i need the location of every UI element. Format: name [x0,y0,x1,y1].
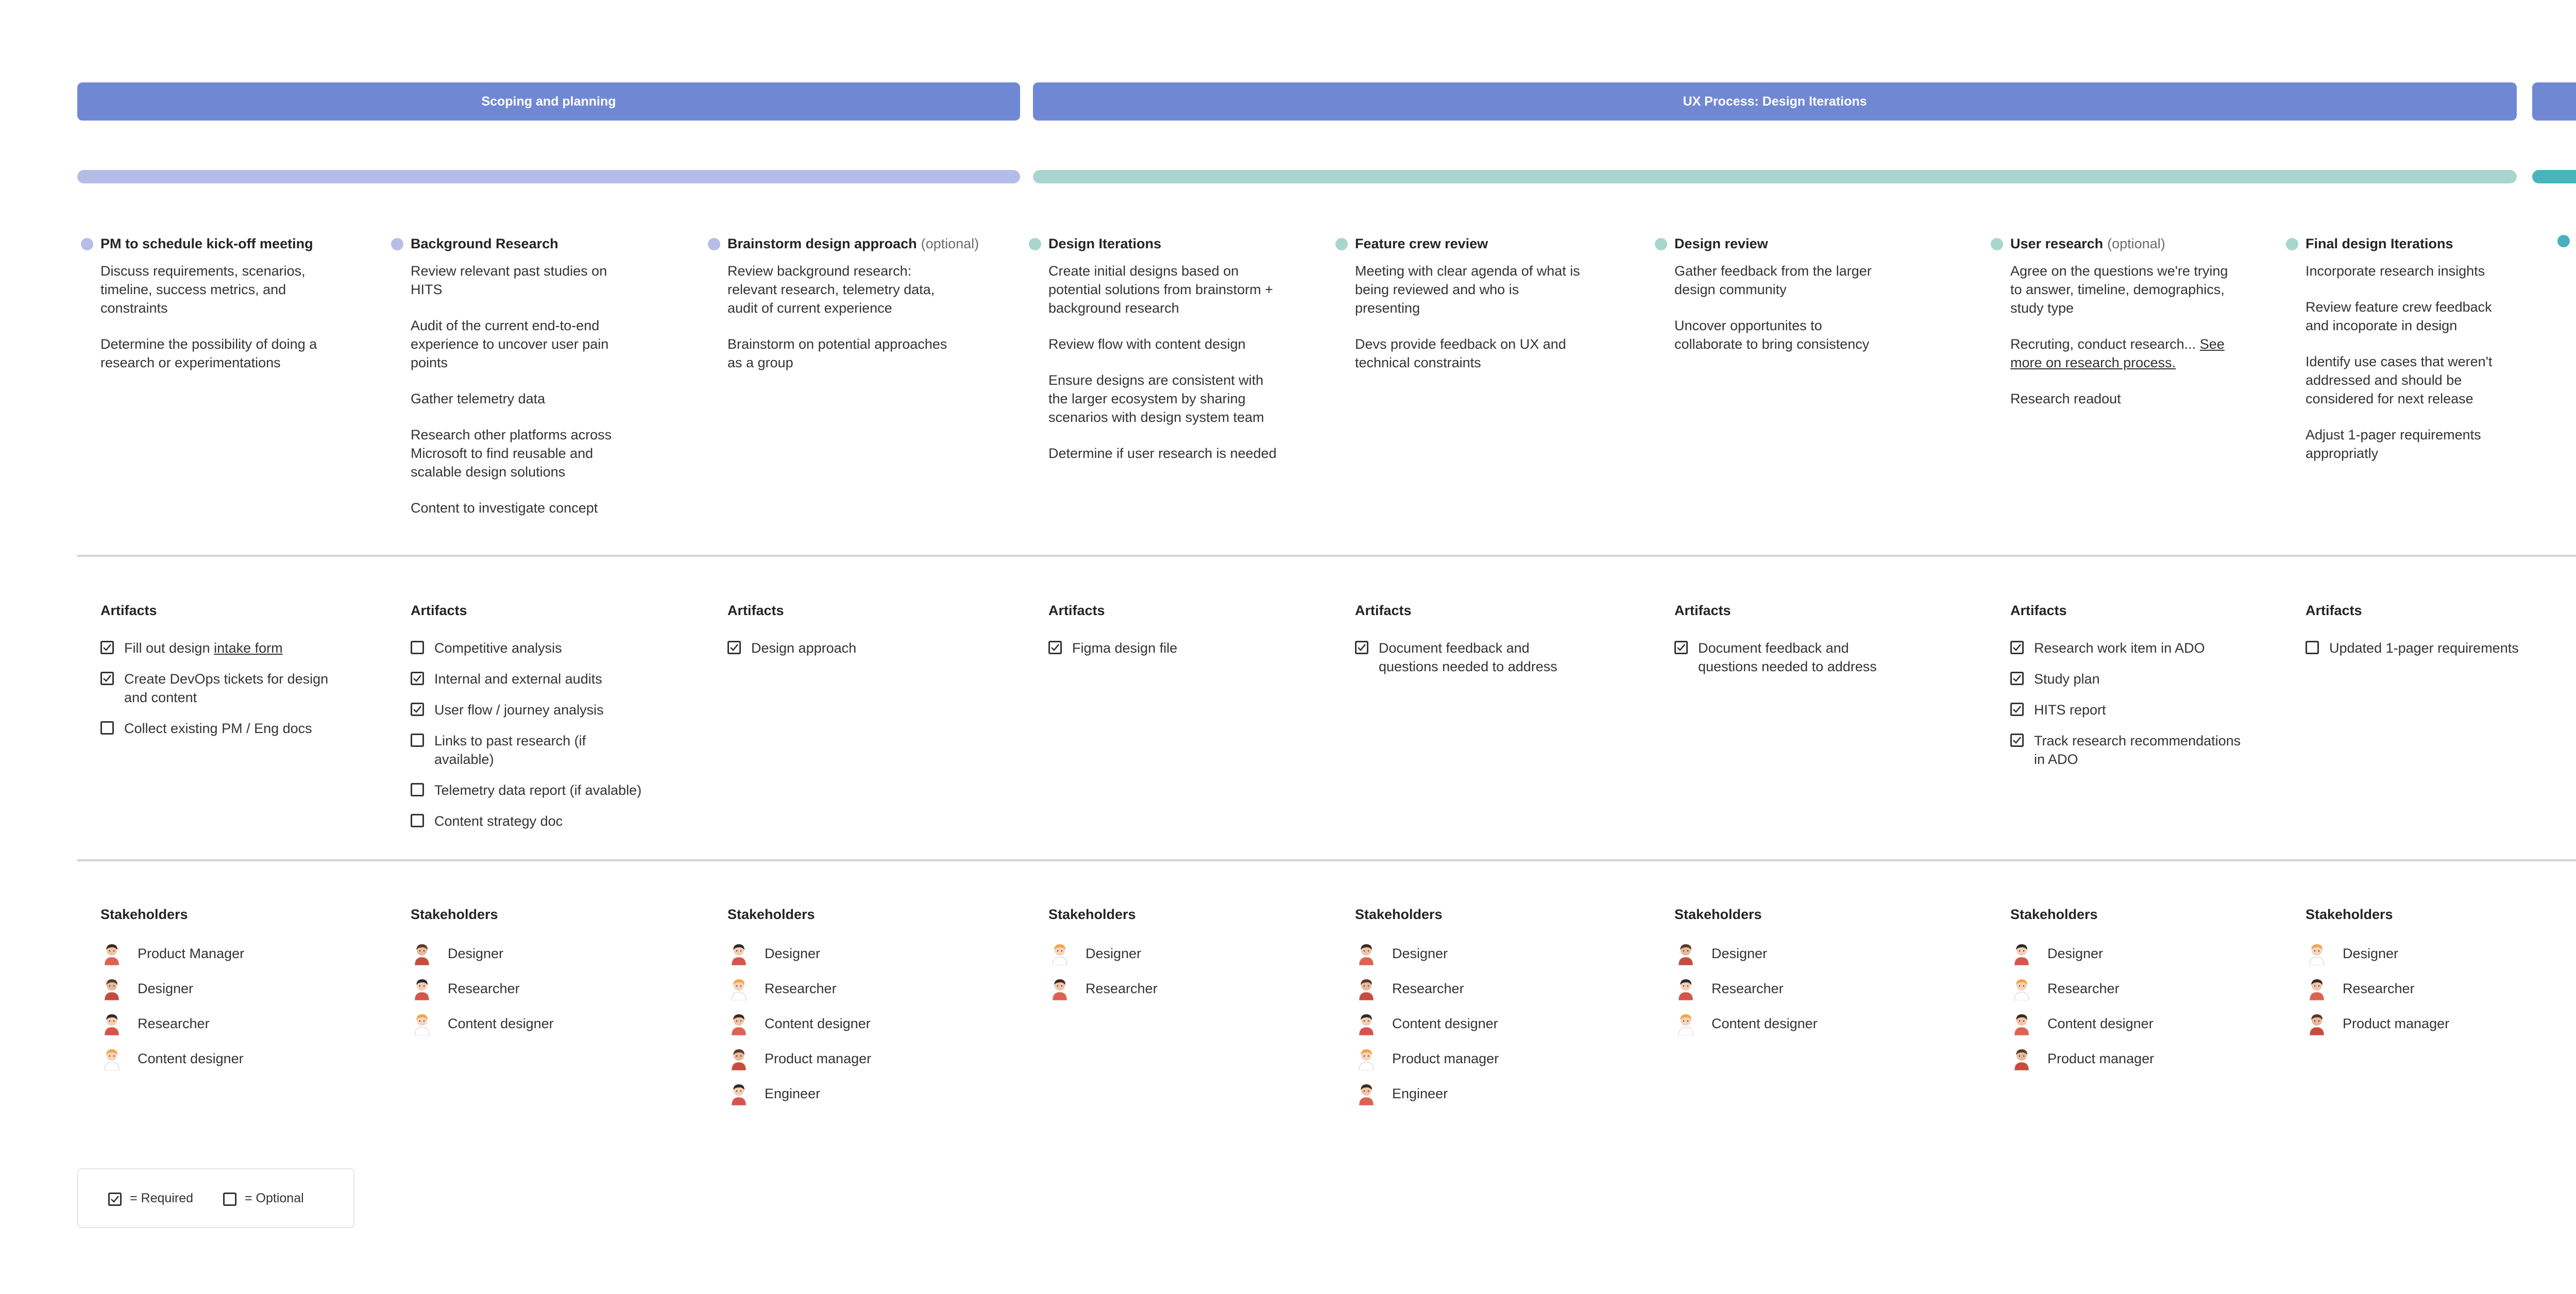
stakeholder-item [412,1012,554,1035]
checked-checkbox-icon[interactable] [100,672,114,685]
artifacts-label: Artifacts [411,603,467,618]
artifact-label: Track research recommendations in ADO [2034,733,2241,767]
artifact-item [411,781,642,799]
stakeholder-item [101,1012,244,1035]
step-description [1048,262,1285,480]
description-line: Audit of the current end-to-end experience to uncover user pain points [411,318,609,370]
legend [77,1168,354,1228]
description-line: Gather telemetry data [411,391,546,406]
stakeholder-role: Researcher [448,980,520,996]
description-line: Incorporate research insights [2306,263,2485,279]
description-line: Adjust 1-pager requirements appropriatly [2306,427,2481,461]
person-avatar-icon [1675,977,1696,1000]
stakeholder-item [1675,977,1818,1000]
step-description [727,262,954,389]
stakeholder-list [101,942,244,1082]
step-heading [81,236,313,252]
stakeholder-item [728,942,871,965]
step-heading [2286,236,2453,252]
step-dot-icon [2286,238,2298,250]
person-avatar-icon [728,1082,749,1105]
person-avatar-icon [1356,977,1377,1000]
person-avatar-icon [101,977,122,1000]
artifact-list [100,639,332,750]
empty-checkbox-icon[interactable] [411,783,424,796]
stakeholder-list [1356,942,1499,1117]
stakeholder-item [728,977,871,1000]
empty-checkbox-icon[interactable] [411,734,424,747]
legend-required-label: = Required [130,1190,193,1205]
artifact-item [1355,639,1582,676]
artifact-label: Study plan [2034,671,2100,687]
step-dot-icon [2557,235,2570,247]
section-divider-artifacts [77,555,2576,557]
artifact-item [727,639,954,657]
legend-optional [223,1190,304,1206]
person-avatar-icon [728,1012,749,1035]
step-dot-icon [1029,238,1041,250]
stakeholder-role: Product manager [2343,1015,2450,1031]
person-avatar-icon [1356,942,1377,965]
step-dot-icon [81,238,93,250]
legend-required [108,1190,193,1206]
artifact-label: Research work item in ADO [2034,640,2205,656]
artifact-label: Document feedback and questions needed to address [1379,640,1557,674]
description-line: Recruting, conduct research... See more on research process. [2010,336,2225,370]
stakeholder-item [101,977,244,1000]
step-title: Background Research [411,236,558,251]
person-avatar-icon [728,977,749,1000]
stakeholder-role: Researcher [1711,980,1784,996]
artifact-label: Figma design file [1072,640,1178,656]
artifact-label: Create DevOps tickets for design and content [124,671,329,705]
person-avatar-icon [2011,977,2032,1000]
checked-checkbox-icon[interactable] [1048,641,1062,654]
stakeholder-item [101,942,244,965]
description-line: Identify use cases that weren't addressed and should be considered for next release [2306,354,2493,406]
stakeholder-role: Researcher [138,1015,210,1031]
description-line: Uncover opportunites to collaborate to bring consistency [1674,318,1870,352]
artifact-item [100,639,332,657]
stakeholder-item [2011,977,2154,1000]
artifact-item [100,719,332,738]
step-description [100,262,332,389]
stakeholder-item [101,1047,244,1070]
stakeholder-item [1049,977,1158,1000]
stakeholder-list [1049,942,1158,1012]
artifact-item [2306,639,2527,657]
checked-checkbox-icon[interactable] [1674,641,1688,654]
research-process-link[interactable]: See more on research process. [2010,336,2225,370]
description-line: Discuss requirements, scenarios, timeline, success metrics, and constraints [100,263,306,316]
stakeholder-role: Researcher [1086,980,1158,996]
person-avatar-icon [101,942,122,965]
stakeholder-role: Content designer [1392,1015,1498,1031]
stakeholder-item [1356,942,1499,965]
checked-checkbox-icon[interactable] [2010,672,2024,685]
artifact-item [411,701,642,719]
artifact-text: Fill out design [124,640,214,656]
step-description [1355,262,1587,389]
artifact-item [411,670,642,688]
phase-bar-design-delivery [2532,170,2576,183]
person-avatar-icon [412,977,432,1000]
stakeholder-item [2307,942,2449,965]
stakeholder-role: Content designer [2047,1015,2154,1031]
stakeholders-label: Stakeholders [1674,907,1762,922]
stakeholder-item [728,1047,871,1070]
step-heading [1029,236,1161,252]
artifact-list [1674,639,1891,688]
artifact-label: Telemetry data report (if avalable) [434,782,642,798]
person-avatar-icon [728,1047,749,1070]
stakeholder-item [2011,942,2154,965]
description-line: Determine if user research is needed [1048,446,1277,461]
step-dot-icon [1991,238,2003,250]
phase-header-design-delivery [2532,82,2576,121]
empty-checkbox-icon[interactable] [411,641,424,654]
person-avatar-icon [2307,942,2327,965]
stakeholder-item [2307,1012,2449,1035]
person-avatar-icon [412,942,432,965]
checked-checkbox-icon[interactable] [100,641,114,654]
stakeholder-role: Content designer [138,1050,244,1066]
person-avatar-icon [1049,942,1070,965]
artifact-list [1048,639,1275,670]
stakeholder-item [1675,942,1818,965]
stakeholder-role: Product manager [2047,1050,2155,1066]
artifact-item [2010,639,2247,657]
step-dot-icon [391,238,403,250]
stakeholder-item [1356,977,1499,1000]
stakeholder-role: Researcher [1392,980,1464,996]
description-line: Meeting with clear agenda of what is being reviewed and who is presenting [1355,263,1580,316]
checked-checkbox-icon [108,1193,122,1206]
stakeholder-item [728,1082,871,1105]
checked-checkbox-icon[interactable] [727,641,741,654]
artifact-label: Competitive analysis [434,640,562,656]
step-optional-tag: (optional) [2107,236,2165,251]
artifact-label [124,639,283,657]
stakeholder-role: Researcher [2343,980,2415,996]
stakeholder-list [1675,942,1818,1047]
empty-checkbox-icon[interactable] [411,814,424,827]
step-heading [1655,236,1768,252]
stakeholder-role: Product manager [1392,1050,1499,1066]
artifact-item [2010,670,2247,688]
stakeholder-role: Designer [138,980,194,996]
person-avatar-icon [412,1012,432,1035]
artifact-list [411,639,642,843]
step-heading [708,236,979,252]
step-description [411,262,632,535]
artifact-label: Design approach [751,640,857,656]
stakeholder-list [2307,942,2449,1047]
description-line: Research readout [2010,391,2121,406]
legend-optional-label: = Optional [245,1190,304,1205]
step-optional-tag: (optional) [921,236,979,251]
person-avatar-icon [2307,977,2327,1000]
artifact-list [2306,639,2527,670]
artifact-label: Collect existing PM / Eng docs [124,721,312,736]
step-dot-icon [1335,238,1348,250]
person-avatar-icon [1675,1012,1696,1035]
stakeholder-role: Product manager [765,1050,872,1066]
stakeholders-label: Stakeholders [2010,907,2098,922]
checked-checkbox-icon[interactable] [2010,641,2024,654]
person-avatar-icon [2011,942,2032,965]
checked-checkbox-icon[interactable] [2010,734,2024,747]
stakeholder-item [2011,1012,2154,1035]
stakeholders-label: Stakeholders [1355,907,1443,922]
artifacts-label: Artifacts [2306,603,2362,618]
stakeholder-role: Designer [2047,945,2104,961]
stakeholder-role: Researcher [765,980,837,996]
artifact-label: Content strategy doc [434,813,563,829]
artifact-item [100,670,332,707]
stakeholder-role: Designer [1086,945,1142,961]
artifact-label: Document feedback and questions needed to address [1698,640,1877,674]
checked-checkbox-icon[interactable] [2010,703,2024,716]
artifacts-label: Artifacts [1048,603,1105,618]
stakeholders-label: Stakeholders [727,907,815,922]
description-line: Determine the possibility of doing a research or experimentations [100,336,317,370]
description-line: Devs provide feedback on UX and technical constraints [1355,336,1566,370]
step-heading [1991,236,2165,252]
step-heading [1335,236,1488,252]
step-dot-icon [708,238,720,250]
stakeholders-label: Stakeholders [411,907,498,922]
artifacts-label: Artifacts [727,603,784,618]
description-line: Create initial designs based on potential solutions from brainstorm + background research [1048,263,1273,316]
step-heading [2557,233,2576,249]
empty-checkbox-icon[interactable] [100,721,114,735]
step-description [2306,262,2517,480]
person-avatar-icon [1356,1012,1377,1035]
description-line: Research other platforms across Microsoft to find reusable and scalable design solutions [411,427,612,480]
stakeholder-list [412,942,554,1047]
description-line: Gather feedback from the larger design community [1674,263,1872,297]
stakeholders-label: Stakeholders [2306,907,2393,922]
person-avatar-icon [101,1047,122,1070]
stakeholder-list [2011,942,2154,1082]
stakeholder-item [1356,1047,1499,1070]
step-dot-icon [1655,238,1667,250]
stakeholder-role: Engineer [1392,1085,1448,1101]
artifact-label: User flow / journey analysis [434,702,604,718]
artifact-label: HITS report [2034,702,2106,718]
artifact-label: Internal and external audits [434,671,602,687]
empty-checkbox-icon [223,1193,236,1206]
artifact-label: Updated 1-pager requirements [2329,640,2519,656]
section-divider-stakeholders [77,859,2576,861]
phase-bar-scoping [77,170,1020,183]
step-title: User research [2010,236,2104,251]
step-title: Final design Iterations [2306,236,2453,251]
stakeholder-role: Engineer [765,1085,821,1101]
step-heading [391,236,558,252]
stakeholder-role: Product Manager [138,945,245,961]
artifacts-label: Artifacts [2010,603,2067,618]
stakeholder-list [728,942,871,1117]
description-line: Brainstorm on potential approaches as a group [727,336,947,370]
person-avatar-icon [728,942,749,965]
stakeholder-role: Designer [448,945,504,961]
person-avatar-icon [1675,942,1696,965]
person-avatar-icon [1356,1047,1377,1070]
checked-checkbox-icon[interactable] [411,672,424,685]
stakeholder-role: Content designer [765,1015,871,1031]
person-avatar-icon [2011,1047,2032,1070]
artifact-label: Links to past research (if available) [434,733,586,767]
artifacts-label: Artifacts [1355,603,1412,618]
artifact-list [727,639,954,670]
stakeholder-item [2307,977,2449,1000]
intake-form-link[interactable]: intake form [214,640,283,656]
artifact-item [1674,639,1891,676]
stakeholder-item [2011,1047,2154,1070]
stakeholder-item [728,1012,871,1035]
stakeholder-role: Content designer [1711,1015,1818,1031]
stakeholder-item [412,977,554,1000]
stakeholders-label: Stakeholders [1048,907,1136,922]
person-avatar-icon [1356,1082,1377,1105]
checked-checkbox-icon[interactable] [1355,641,1368,654]
step-title: Design Iterations [1048,236,1162,251]
artifact-list [1355,639,1582,688]
person-avatar-icon [2011,1012,2032,1035]
stakeholder-item [1049,942,1158,965]
artifact-item [2010,731,2247,769]
stakeholder-role: Designer [1711,945,1768,961]
description-line: Content to investigate concept [411,500,598,516]
artifacts-label: Artifacts [100,603,157,618]
person-avatar-icon [1049,977,1070,1000]
empty-checkbox-icon[interactable] [2306,641,2319,654]
person-avatar-icon [101,1012,122,1035]
artifact-item [411,639,642,657]
phase-header-scoping: Scoping and planning [77,82,1020,121]
step-description [1674,262,1891,371]
artifact-item [411,812,642,830]
stakeholder-role: Designer [1392,945,1448,961]
step-title: Brainstorm design approach [727,236,917,251]
phase-bar-ux-process [1033,170,2517,183]
stakeholder-item [1675,1012,1818,1035]
artifact-item [1048,639,1275,657]
artifact-item [411,731,642,769]
description-line: Review flow with content design [1048,336,1246,352]
person-avatar-icon [2307,1012,2327,1035]
artifacts-label: Artifacts [1674,603,1731,618]
stakeholder-item [1356,1082,1499,1105]
step-description [2010,262,2237,425]
step-title: PM to schedule kick-off meeting [100,236,313,251]
stakeholder-role: Designer [2343,945,2399,961]
artifact-item [2010,701,2247,719]
step-title: Design review [1674,236,1768,251]
description-line: Review background research: relevant research, telemetry data, audit of current experience [727,263,935,316]
description-line: Review feature crew feedback and incoporate in design [2306,299,2492,333]
artifact-list [2010,639,2247,781]
description-line: Ensure designs are consistent with the larger ecosystem by sharing scenarios with design system team [1048,372,1264,425]
stakeholder-role: Researcher [2047,980,2120,996]
phase-header-ux-process: UX Process: Design Iterations [1033,82,2517,121]
stakeholder-role: Content designer [448,1015,554,1031]
stakeholder-item [412,942,554,965]
description-line: Agree on the questions we're trying to answer, timeline, demographics, study type [2010,263,2228,316]
stakeholders-label: Stakeholders [100,907,188,922]
stakeholder-item [1356,1012,1499,1035]
description-line: Review relevant past studies on HITS [411,263,607,297]
checked-checkbox-icon[interactable] [411,703,424,716]
step-title: Feature crew review [1355,236,1488,251]
stakeholder-role: Designer [765,945,821,961]
